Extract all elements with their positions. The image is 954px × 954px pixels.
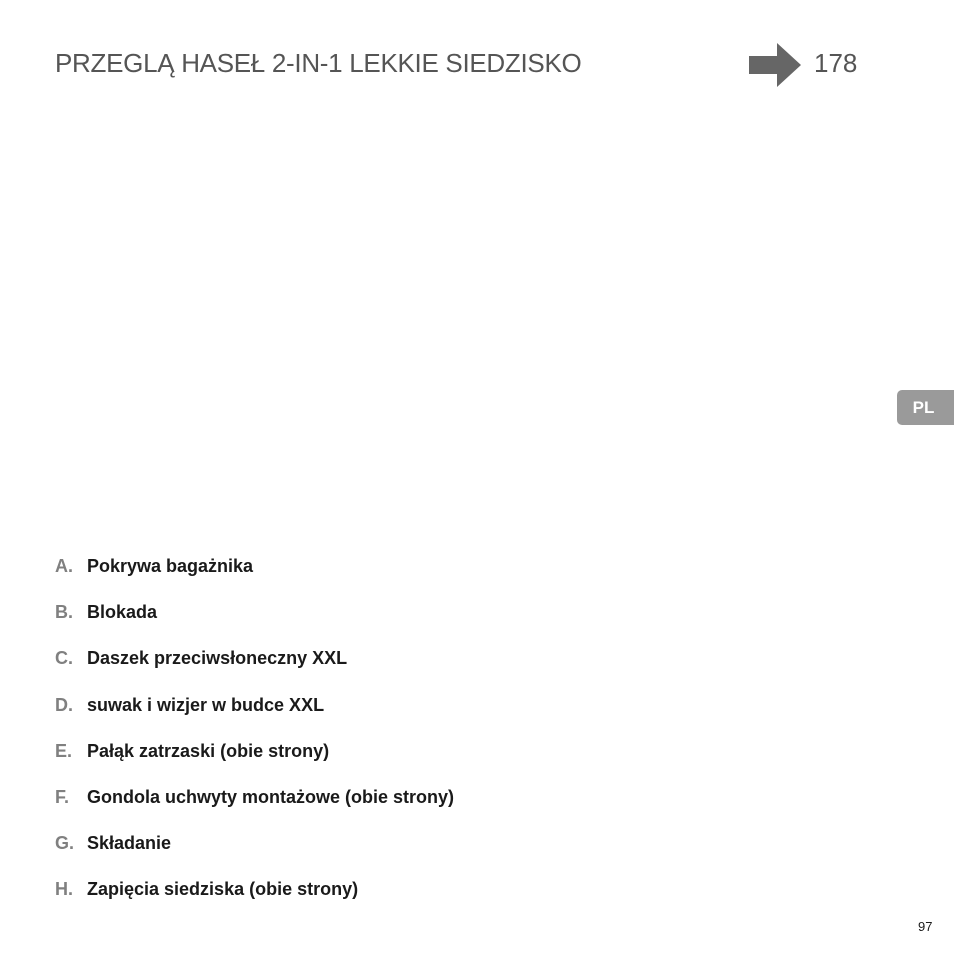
part-letter: B. <box>55 602 73 623</box>
part-letter: G. <box>55 833 75 854</box>
page-title: PRZEGLĄ HASEŁ 2-IN-1 LEKKIE SIEDZISKO <box>55 48 582 78</box>
part-label: Pałąk zatrzaski (obie strony) <box>87 740 330 761</box>
part-label: Gondola uchwyty montażowe (obie strony) <box>87 786 455 807</box>
part-label: Składanie <box>87 833 172 854</box>
part-letter: D. <box>55 694 73 715</box>
part-letter: H. <box>55 879 73 900</box>
part-letter: A. <box>55 556 73 576</box>
part-letter: E. <box>55 740 73 761</box>
list-item <box>55 556 454 602</box>
list-item <box>55 879 454 925</box>
list-item <box>55 695 454 741</box>
page-number: 97 <box>918 919 933 934</box>
language-tab: PL <box>897 390 954 425</box>
part-letter: C. <box>55 648 73 669</box>
parts-list <box>55 556 454 926</box>
list-item <box>55 648 454 694</box>
part-label: Daszek przeciwsłoneczny XXL <box>87 648 348 669</box>
part-letter: F. <box>55 786 70 807</box>
list-item <box>55 833 454 879</box>
list-item <box>55 787 454 833</box>
part-label: suwak i wizjer w budce XXL <box>87 694 325 715</box>
part-label: Zapięcia siedziska (obie strony) <box>87 879 359 900</box>
list-item <box>55 602 454 648</box>
right-arrow-icon <box>749 42 801 88</box>
part-label: Pokrywa bagażnika <box>87 556 254 576</box>
part-label: Blokada <box>87 602 158 623</box>
page-reference: 178 <box>814 48 858 78</box>
list-item <box>55 741 454 787</box>
